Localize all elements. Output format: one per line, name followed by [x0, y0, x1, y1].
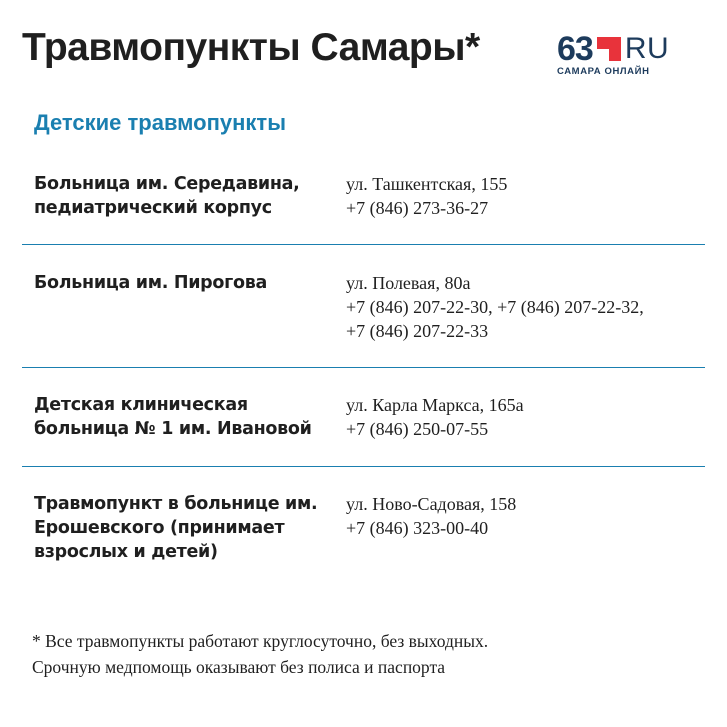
entry-address: ул. Карла Маркса, 165а: [346, 395, 524, 415]
logo-square-icon: [597, 37, 621, 61]
entry-details: [346, 393, 708, 441]
entry-details: [346, 492, 708, 540]
footnote-line: Срочную медпомощь оказывают без полиса и паспорта: [32, 657, 446, 677]
entry-phone: +7 (846) 250-07-55: [346, 419, 489, 439]
entry-phone: +7 (846) 273-36-27: [346, 198, 489, 218]
divider: [22, 466, 705, 467]
logo-tagline: САМАРА ОНЛАЙН: [557, 66, 650, 77]
entry-address: ул. Полевая, 80а: [346, 273, 471, 293]
logo-suffix: RU: [624, 32, 670, 65]
entry-name: Больница им. Середавина, педиатрический корпус: [34, 174, 300, 218]
divider: [22, 244, 705, 245]
divider: [22, 367, 705, 368]
logo-number: 63: [557, 30, 593, 68]
brand-logo: [557, 30, 707, 83]
footnote-line: * Все травмопункты работают круглосуточно, без выходных.: [32, 631, 489, 651]
footnote: [32, 628, 712, 680]
entry-name: Больница им. Пирогова: [34, 273, 267, 293]
entry-details: [346, 172, 708, 220]
page-title: Травмопункты Самары*: [22, 26, 480, 69]
section-title: Детские травмопункты: [34, 110, 286, 135]
entry-phone: +7 (846) 207-22-30, +7 (846) 207-22-32,: [346, 297, 644, 317]
entry-name: Детская клиническая больница № 1 им. Ивановой: [34, 395, 312, 439]
entry-phone: +7 (846) 323-00-40: [346, 518, 489, 538]
entry-phone: +7 (846) 207-22-33: [346, 321, 489, 341]
entry-address: ул. Ново-Садовая, 158: [346, 494, 517, 514]
entry-address: ул. Ташкентская, 155: [346, 174, 508, 194]
entry-details: [346, 271, 708, 343]
entry-name: Травмопункт в больнице им. Ерошевского (принимает взрослых и детей): [34, 494, 318, 562]
logo-mark: [557, 30, 707, 68]
